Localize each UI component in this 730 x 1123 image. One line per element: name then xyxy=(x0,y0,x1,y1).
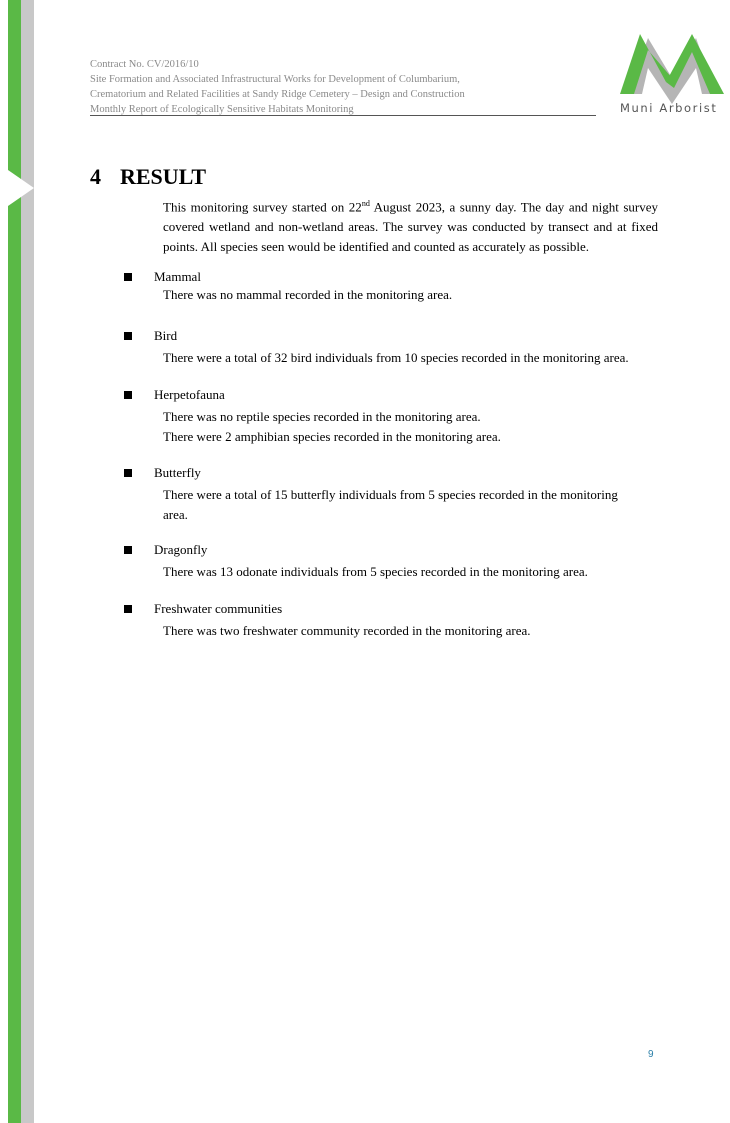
header-divider xyxy=(90,115,596,116)
list-item-body xyxy=(163,348,638,368)
square-bullet-icon xyxy=(124,546,132,554)
list-item-title: Mammal xyxy=(154,269,201,284)
header-report-title: Monthly Report of Ecologically Sensitive Habitats Monitoring xyxy=(90,104,354,115)
square-bullet-icon xyxy=(124,605,132,613)
list-item-line: There was two freshwater community recorded in the monitoring area. xyxy=(163,623,531,638)
list-item-line: There were 2 amphibian species recorded in the monitoring area. xyxy=(163,428,501,444)
list-item-body xyxy=(163,562,638,582)
square-bullet-icon xyxy=(124,391,132,399)
list-item-body xyxy=(163,407,638,446)
intro-paragraph xyxy=(163,194,658,257)
list-item-body xyxy=(163,285,638,305)
sidebar-green-stripe xyxy=(8,0,21,1123)
intro-text-start: This monitoring survey started on 22 xyxy=(163,199,362,215)
sidebar-notch-marker xyxy=(8,170,34,206)
intro-ordinal-suffix: nd xyxy=(361,199,370,208)
square-bullet-icon xyxy=(124,273,132,281)
section-number: 4 xyxy=(90,164,101,189)
list-item-title: Bird xyxy=(154,328,178,343)
list-item-title: Herpetofauna xyxy=(154,387,225,402)
list-item-body xyxy=(163,621,638,641)
list-item-line: There was no mammal recorded in the monitoring area. xyxy=(163,287,453,302)
list-item-line: There was 13 odonate individuals from 5 species recorded in the monitoring area. xyxy=(163,564,588,579)
square-bullet-icon xyxy=(124,469,132,477)
section-title: RESULT xyxy=(120,164,207,189)
list-item-title: Freshwater communities xyxy=(154,601,283,616)
intro-text-end: August 2023, a sunny day. The day and night survey covered wetland and non-wetland areas. The survey was conducted by transect and at fixed points. All species seen would be identified and counted as accurately as possible. xyxy=(163,199,659,255)
logo-wordmark: Muni Arborist xyxy=(620,101,718,115)
header-contract-number: Contract No. CV/2016/10 xyxy=(90,59,199,70)
document-header xyxy=(90,57,596,117)
header-project-line-2: Crematorium and Related Facilities at Sandy Ridge Cemetery – Design and Construction xyxy=(90,89,465,100)
list-item-title: Butterfly xyxy=(154,465,201,480)
sidebar-grey-stripe xyxy=(21,0,34,1123)
list-item-line: There were a total of 15 butterfly individuals from 5 species recorded in the monitoring area. xyxy=(163,487,618,522)
square-bullet-icon xyxy=(124,332,132,340)
list-item-body xyxy=(163,485,638,524)
list-item-line: There were a total of 32 bird individuals from 10 species recorded in the monitoring area. xyxy=(163,350,629,365)
list-item-title: Dragonfly xyxy=(154,542,208,557)
page-number: 9 xyxy=(648,1049,654,1060)
section-heading xyxy=(90,164,206,190)
list-item-line: There was no reptile species recorded in the monitoring area. xyxy=(163,409,481,424)
header-project-line-1: Site Formation and Associated Infrastructural Works for Development of Columbarium, xyxy=(90,74,460,85)
